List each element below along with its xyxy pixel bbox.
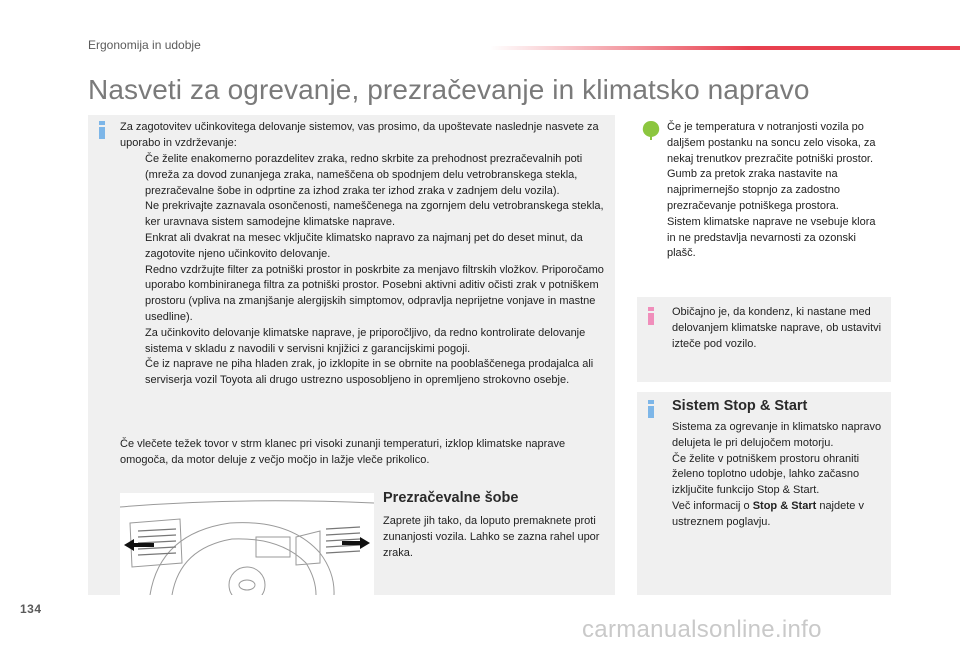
info-marker-icon	[99, 121, 105, 139]
condensate-text: Običajno je, da kondenz, ki nastane med delovanjem klimatske naprave, ob ustavitvi izteče pod vozilo.	[672, 306, 882, 350]
header-accent-bar	[490, 46, 960, 50]
page-title: Nasveti za ogrevanje, prezračevanje in klimatsko napravo	[88, 74, 810, 105]
watermark: carmanualsonline.info	[582, 616, 822, 643]
stop-start-bold-ref: Stop & Start	[752, 499, 817, 512]
towing-note: Če vlečete težek tovor v strm klanec pri visoki zunanji temperaturi, izklop klimatske naprave omogoča, da motor deluje z večjo močjo in lažje vleče prikolico.	[120, 438, 566, 466]
vents-text: Zaprete jih tako, da loputo premaknete proti zunanjosti vozila. Lahko se zazna rahel upor zraka.	[383, 515, 600, 559]
list-item: Enkrat ali dvakrat na mesec vključite klimatsko napravo za najmanj pet do deset minut, da zagotovite njeno učinkovito delovanje.	[145, 231, 583, 260]
stop-start-text: Sistema za ogrevanje in klimatsko napravo delujeta le pri delujočem motorju. Če želite v potniškem prostoru ohraniti želeno toplotno udobje, lahko začasno izključite funkcijo Stop & Start. Več informacij o Stop & Start najdete v ustreznem poglavju.	[672, 421, 882, 528]
info-marker-icon	[648, 307, 654, 325]
maintenance-tips-list	[120, 152, 608, 389]
intro-text: Za zagotovitev učinkovitega delovanje sistemov, vas prosimo, da upoštevate naslednje nasvete za uporabo in vzdrževanje:	[120, 121, 599, 149]
list-item: Če želite enakomerno porazdelitev zraka, redno skrbite za prehodnost prezračevalnih poti (mreža za dovod zunanjega zraka, nameščena ob spodnjem delu vetrobranskega stekla, prezračevalne šobe in odprtine za izhod zraka ter izhod zraka v zadnjem delu vozila).	[145, 153, 583, 197]
list-item: Redno vzdržujte filter za potniški prostor in poskrbite za menjavo filtrskih vložkov. Priporočamo uporabo kombiniranega filtra za potniški prostor. Posebni aktivni aditiv očisti zrak v potniškem prostoru (vpliva na zmanjšanje alergijskih simptomov, odpravlja neprijetne vonjave in mastne usedline).	[145, 263, 604, 323]
eco-leaf-icon	[640, 119, 662, 141]
list-item: Če iz naprave ne piha hladen zrak, jo izklopite in se obrnite na pooblaščenega prodajalca ali serviserja vozil Toyota ali drugo ustrezno usposobljeno in opremljeno strokovno osebje.	[145, 358, 594, 387]
vents-heading: Prezračevalne šobe	[383, 490, 519, 506]
list-item: Ne prekrivajte zaznavala osončenosti, nameščenega na zgornjem delu vetrobranskega stekla, ker uravnava sistem samodejne klimatske naprave.	[145, 200, 604, 229]
page-number: 134	[20, 602, 42, 616]
list-item: Za učinkovito delovanje klimatske naprave, je priporočljivo, da redno kontrolirate delovanje sistema v skladu z navodili v servisni knjižici z garancijskimi pogoji.	[145, 326, 586, 355]
stop-start-heading: Sistem Stop & Start	[672, 398, 808, 414]
breadcrumb: Ergonomija in udobje	[88, 38, 201, 52]
dashboard-vents-illustration	[120, 493, 374, 595]
info-marker-icon	[648, 400, 654, 418]
eco-text: Če je temperatura v notranjosti vozila po daljšem postanku na soncu zelo visoka, za nekaj trenutkov prezračite potniški prostor. Gumb za pretok zraka nastavite na najprimernejšo stopnjo za zadostno prezračevanje potniškega prostora. Sistem klimatske naprave ne vsebuje klora in ne predstavlja nevarnosti za ozonski plašč.	[667, 121, 876, 260]
